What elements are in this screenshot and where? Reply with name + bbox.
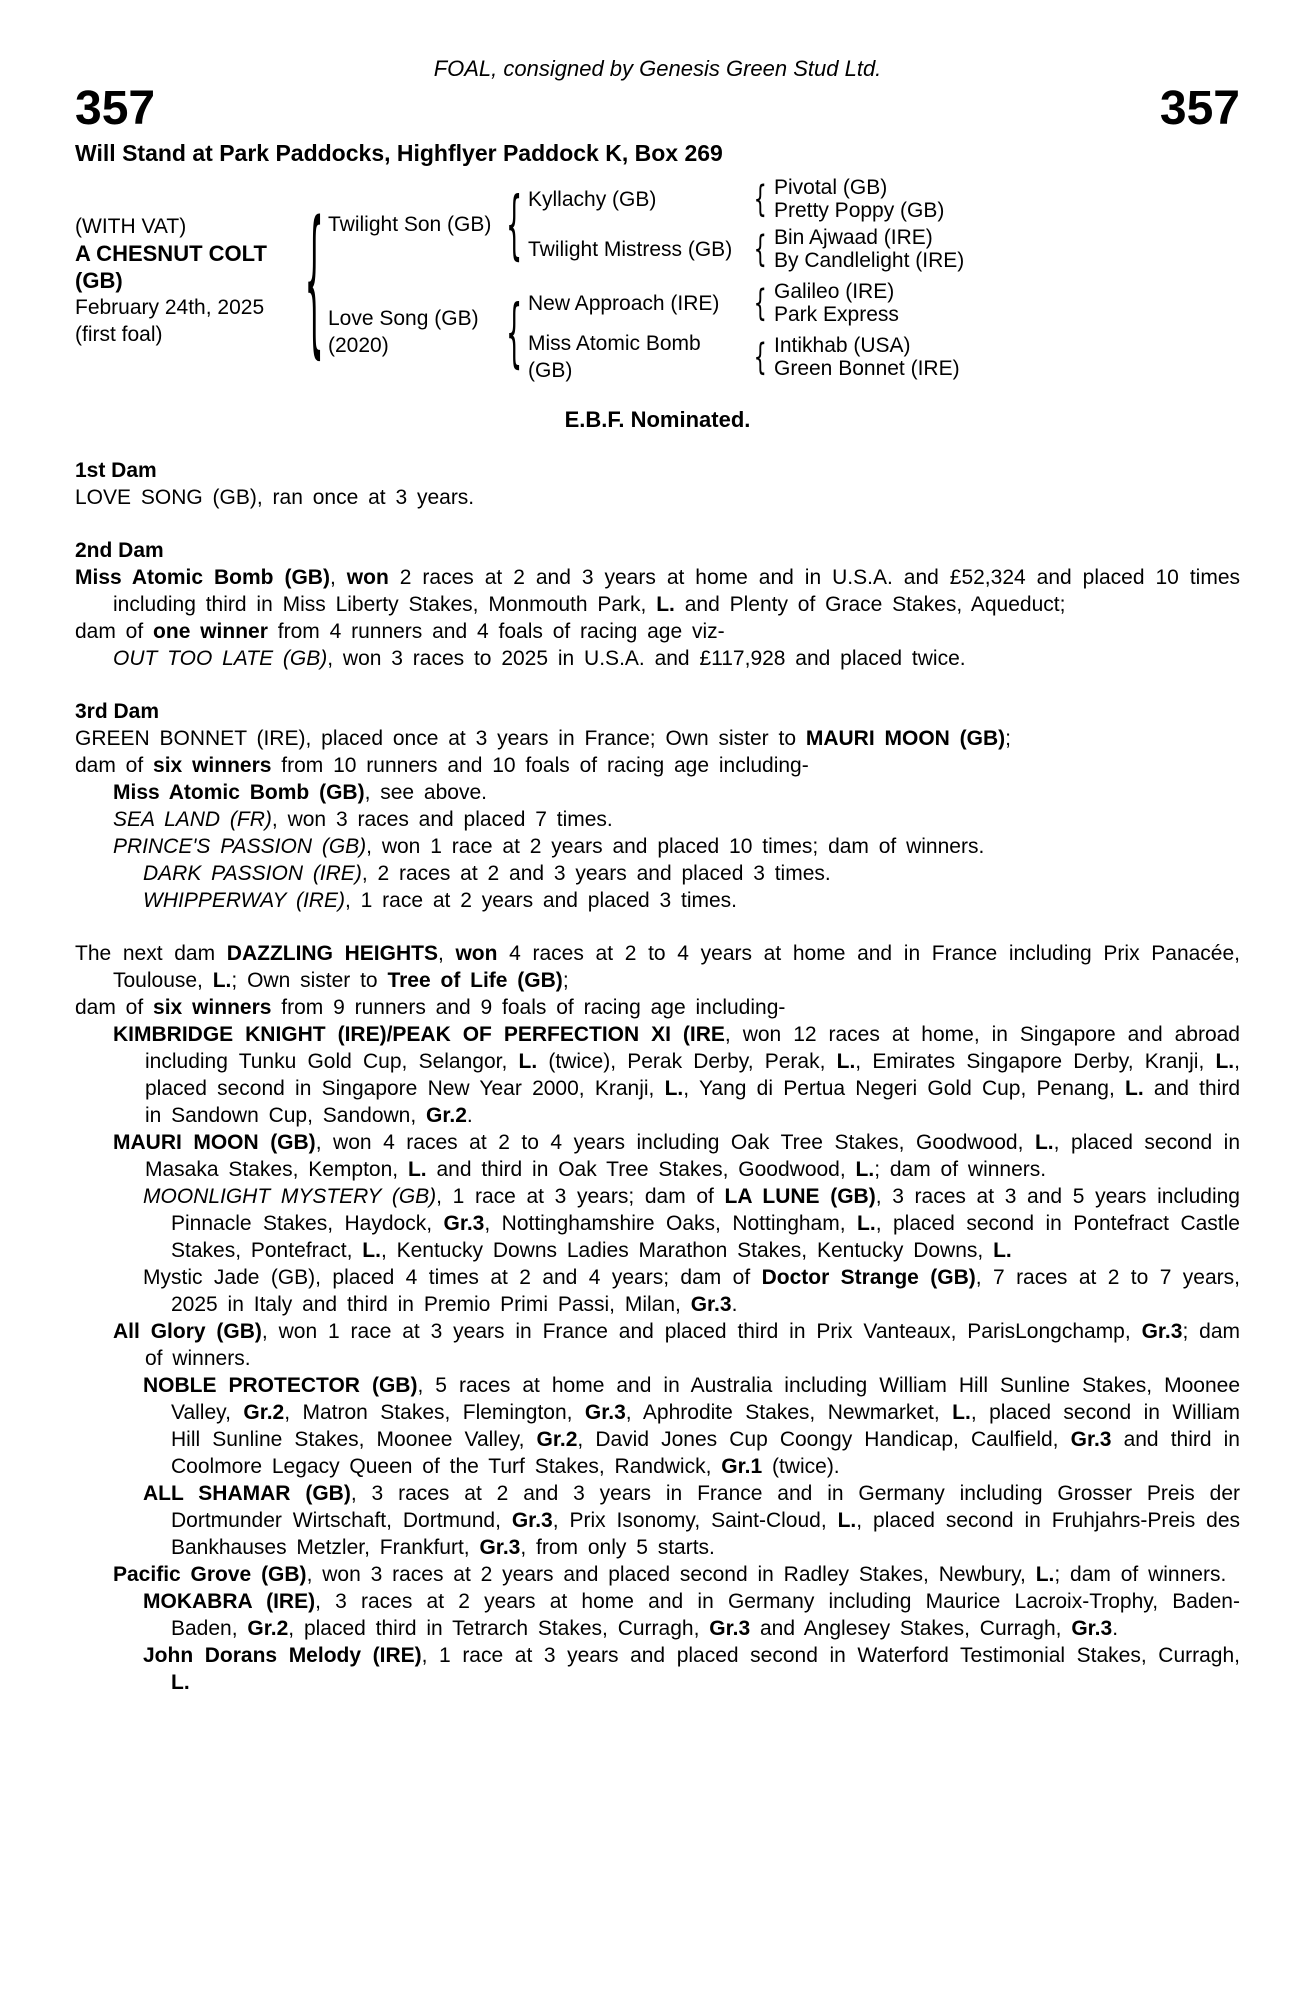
catalogue-paragraph: ALL SHAMAR (GB), 3 races at 2 and 3 years in France and in Germany including Grosser Preis der Dortmunder Wirtschaft, Dortmund, Gr.3, Prix Isonomy, Saint-Cloud, L., placed second in Fruhjahrs-Preis des Bankhauses Metzler, Frankfurt, Gr.3, from only 5 starts. [143, 1482, 1241, 1559]
dam-sire-brace: { [753, 281, 767, 325]
catalogue-paragraph: dam of six winners from 9 runners and 9 foals of racing age including- [75, 996, 786, 1019]
sire-brace: { [505, 179, 523, 269]
sire-sire-dam-name: Pretty Poppy (GB) [774, 199, 945, 222]
catalogue-paragraph: Miss Atomic Bomb (GB), won 2 races at 2 and 3 years at home and in U.S.A. and £52,324 and placed 10 times including third in Miss Liberty Stakes, Monmouth Park, L. and Plenty of Grace Stakes, Aqueduct; [75, 566, 1241, 616]
dam-section-heading: 1st Dam [75, 459, 157, 482]
dam-branch [328, 280, 1005, 384]
sire-dam-brace: { [753, 227, 767, 271]
subject-block [75, 213, 300, 348]
catalogue-paragraph: dam of one winner from 4 runners and 4 foals of racing age viz- [75, 620, 725, 643]
subject-foal-note: (first foal) [75, 322, 163, 346]
catalogue-paragraph: SEA LAND (FR), won 3 races and placed 7 times. [113, 808, 613, 831]
dam-section-heading: 3rd Dam [75, 700, 160, 723]
pedigree-gen1-column [328, 176, 1005, 384]
catalogue-paragraph: dam of six winners from 10 runners and 10 foals of racing age including- [75, 754, 809, 777]
catalogue-paragraph: MAURI MOON (GB), won 4 races at 2 to 4 years including Oak Tree Stakes, Goodwood, L., placed second in Masaka Stakes, Kempton, L. and third in Oak Tree Stakes, Goodwood, L.; dam of winners. [113, 1131, 1240, 1181]
lot-number-left: 357 [75, 82, 156, 135]
dam-name: Love Song (GB) [328, 307, 479, 330]
catalogue-paragraph: PRINCE'S PASSION (GB), won 1 race at 2 years and placed 10 times; dam of winners. [113, 835, 985, 858]
dam-sire-name: New Approach (IRE) [528, 291, 720, 315]
dam-section-heading: 2nd Dam [75, 539, 164, 562]
dam-dam-dam-name: Green Bonnet (IRE) [774, 357, 960, 380]
catalogue-paragraph: WHIPPERWAY (IRE), 1 race at 2 years and placed 3 times. [143, 889, 738, 912]
catalogue-paragraph: Mystic Jade (GB), placed 4 times at 2 and 4 years; dam of Doctor Strange (GB), 7 races at 2 to 7 years, 2025 in Italy and third in Premio Primi Passi, Milan, Gr.3. [143, 1266, 1240, 1316]
sire-dam-sire-name: Bin Ajwaad (IRE) [774, 226, 933, 249]
dam-name-block [328, 305, 500, 359]
catalogue-paragraph: LOVE SONG (GB), ran once at 3 years. [75, 486, 475, 509]
dam-sire-sire-name: Galileo (IRE) [774, 280, 895, 303]
sire-branch [328, 176, 1005, 272]
sire-dam-name: Twilight Mistress (GB) [528, 237, 733, 261]
vat-note: (WITH VAT) [75, 214, 187, 238]
ebf-nominated-line: E.B.F. Nominated. [564, 407, 751, 432]
pedigree-main-brace: { [304, 185, 324, 375]
pedigree-table [75, 176, 1005, 384]
stand-location-line: Will Stand at Park Paddocks, Highflyer Paddock K, Box 269 [75, 140, 723, 166]
catalogue-paragraph: NOBLE PROTECTOR (GB), 5 races at home and in Australia including William Hill Sunline Stakes, Moonee Valley, Gr.2, Matron Stakes, Flemington, Gr.3, Aphrodite Stakes, Newmarket, L., placed second in William Hill Sunline Stakes, Moonee Valley, Gr.2, David Jones Cup Coongy Handicap, Caulfield, Gr.3 and third in Coolmore Legacy Queen of the Turf Stakes, Randwick, Gr.1 (twice). [143, 1374, 1241, 1478]
subject-name: A CHESNUT COLT [75, 240, 267, 266]
catalogue-body [75, 457, 1240, 1696]
catalogue-paragraph: Pacific Grove (GB), won 3 races at 2 years and placed second in Radley Stakes, Newbury, L.; dam of winners. [113, 1563, 1227, 1586]
dam-dam-name: Miss Atomic Bomb (GB) [528, 332, 701, 382]
lot-number-row [75, 82, 1240, 135]
sire-sire-brace: { [753, 177, 767, 221]
dam-dam-branch [528, 330, 1005, 384]
catalogue-paragraph: Miss Atomic Bomb (GB), see above. [113, 781, 487, 804]
catalogue-paragraph: MOKABRA (IRE), 3 races at 2 years at home and in Germany including Maurice Lacroix-Trophy, Baden-Baden, Gr.2, placed third in Tetrarch Stakes, Curragh, Gr.3 and Anglesey Stakes, Curragh, Gr.3. [143, 1590, 1240, 1640]
catalogue-paragraph: All Glory (GB), won 1 race at 3 years in France and placed third in Prix Vanteaux, ParisLongchamp, Gr.3; dam of winners. [113, 1320, 1241, 1370]
sire-sire-branch [528, 176, 1005, 222]
dam-sire-dam-name: Park Express [774, 303, 899, 326]
sire-dam-branch [528, 226, 1005, 272]
catalogue-paragraph: GREEN BONNET (IRE), placed once at 3 years in France; Own sister to MAURI MOON (GB); [75, 727, 1012, 750]
catalogue-paragraph: DARK PASSION (IRE), 2 races at 2 and 3 years and placed 3 times. [143, 862, 831, 885]
catalogue-paragraph: MOONLIGHT MYSTERY (GB), 1 race at 3 years; dam of LA LUNE (GB), 3 races at 3 and 5 years including Pinnacle Stakes, Haydock, Gr.3, Nottinghamshire Oaks, Nottingham, L., placed second in Pontefract Castle Stakes, Pontefract, L., Kentucky Downs Ladies Marathon Stakes, Kentucky Downs, L. [143, 1185, 1240, 1262]
dam-dam-brace: { [753, 335, 767, 379]
sire-name: Twilight Son (GB) [328, 212, 492, 236]
sire-dam-dam-name: By Candlelight (IRE) [774, 249, 965, 272]
dam-sire-branch [528, 280, 1005, 326]
catalogue-paragraph: KIMBRIDGE KNIGHT (IRE)/PEAK OF PERFECTION XI (IRE, won 12 races at home, in Singapore and abroad including Tunku Gold Cup, Selangor, L. (twice), Perak Derby, Perak, L., Emirates Singapore Derby, Kranji, L., placed second in Singapore New Year 2000, Kranji, L., Yang di Pertua Negeri Gold Cup, Penang, L. and third in Sandown Cup, Sandown, Gr.2. [113, 1023, 1241, 1127]
subject-country-suffix: (GB) [75, 267, 123, 293]
subject-foaling-date: February 24th, 2025 [75, 295, 265, 319]
dam-year: (2020) [328, 334, 389, 357]
catalogue-paragraph: OUT TOO LATE (GB), won 3 races to 2025 in U.S.A. and £117,928 and placed twice. [113, 647, 966, 670]
dam-brace: { [505, 287, 523, 377]
consignor-line: FOAL, consigned by Genesis Green Stud Ltd. [433, 56, 882, 81]
lot-number-right: 357 [1159, 82, 1240, 135]
catalogue-paragraph: The next dam DAZZLING HEIGHTS, won 4 races at 2 to 4 years at home and in France including Prix Panacée, Toulouse, L.; Own sister to Tree of Life (GB); [75, 942, 1241, 992]
dam-dam-sire-name: Intikhab (USA) [774, 334, 911, 357]
sire-sire-sire-name: Pivotal (GB) [774, 176, 888, 199]
sire-sire-name: Kyllachy (GB) [528, 187, 657, 211]
catalogue-paragraph: John Dorans Melody (IRE), 1 race at 3 years and placed second in Waterford Testimonial Stakes, Curragh, L. [143, 1644, 1240, 1694]
